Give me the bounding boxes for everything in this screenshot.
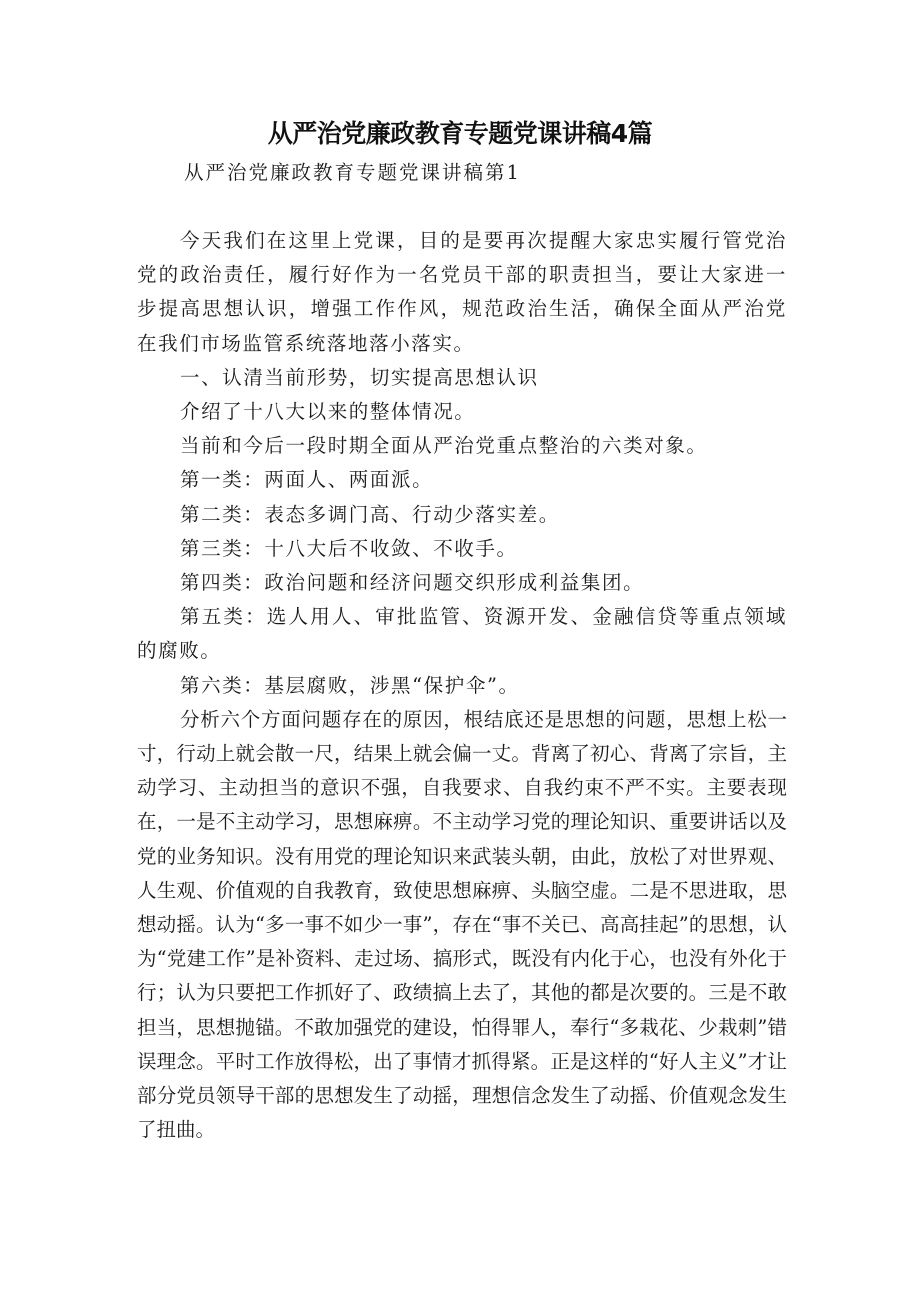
paragraph-overview: 介绍了十八大以来的整体情况。 bbox=[180, 400, 476, 424]
list-item-type-5: 第五类：选人用人、审批监管、资源开发、金融信贷等重点领域的腐败。 bbox=[137, 605, 787, 663]
list-item-type-2: 第二类：表态多调门高、行动少落实差。 bbox=[180, 502, 560, 526]
paragraph-intro: 今天我们在这里上党课，目的是要再次提醒大家忠实履行管党治党的政治责任，履行好作为一名党员干部的职责担当，要让大家进一步提高思想认识，增强工作作风，规范政治生活，确保全面从严治党在我们市场监管系统落地落小落实。 bbox=[137, 229, 787, 355]
document-body bbox=[137, 224, 787, 1147]
paragraph-analysis: 分析六个方面问题存在的原因，根结底还是思想的问题，思想上松一寸，行动上就会散一尺，结果上就会偏一丈。背离了初心、背离了宗旨，主动学习、主动担当的意识不强，自我要求、自我约束不严不实。主要表现在，一是不主动学习，思想麻痹。不主动学习党的理论知识、重要讲话以及党的业务知识。没有用党的理论知识来武装头朝，由此，放松了对世界观、人生观、价值观的自我教育，致使思想麻痹、头脑空虚。二是不思进取，思想动摇。认为“多一事不如少一事”，存在“事不关已、高高挂起”的思想，认为“党建工作”是补资料、走过场、搞形式，既没有内化于心，也没有外化于行；认为只要把工作抓好了、政绩搞上去了，其他的都是次要的。三是不敢担当，思想抛锚。不敢加强党的建设，怕得罪人，奉行“多栽花、少栽刺”错误理念。平时工作放得松，出了事情才抓得紧。正是这样的“好人主义”才让部分党员领导干部的思想发生了动摇，理想信念发生了动摇、价值观念发生了扭曲。 bbox=[137, 707, 787, 1142]
section-heading-1: 一、认清当前形势，切实提高思想认识 bbox=[180, 365, 539, 389]
list-item-type-1: 第一类：两面人、两面派。 bbox=[180, 468, 434, 492]
document-subtitle: 从严治党廉政教育专题党课讲稿第1 bbox=[184, 161, 521, 184]
list-item-type-4: 第四类：政治问题和经济问题交织形成利益集团。 bbox=[180, 571, 645, 595]
paragraph-six-types: 当前和今后一段时期全面从严治党重点整治的六类对象。 bbox=[180, 434, 708, 458]
document-title: 从严治党廉政教育专题党课讲稿4篇 bbox=[267, 119, 653, 148]
list-item-type-3: 第三类：十八大后不收敛、不收手。 bbox=[180, 536, 518, 560]
list-item-type-6: 第六类：基层腐败，涉黑“保护伞”。 bbox=[180, 673, 520, 697]
